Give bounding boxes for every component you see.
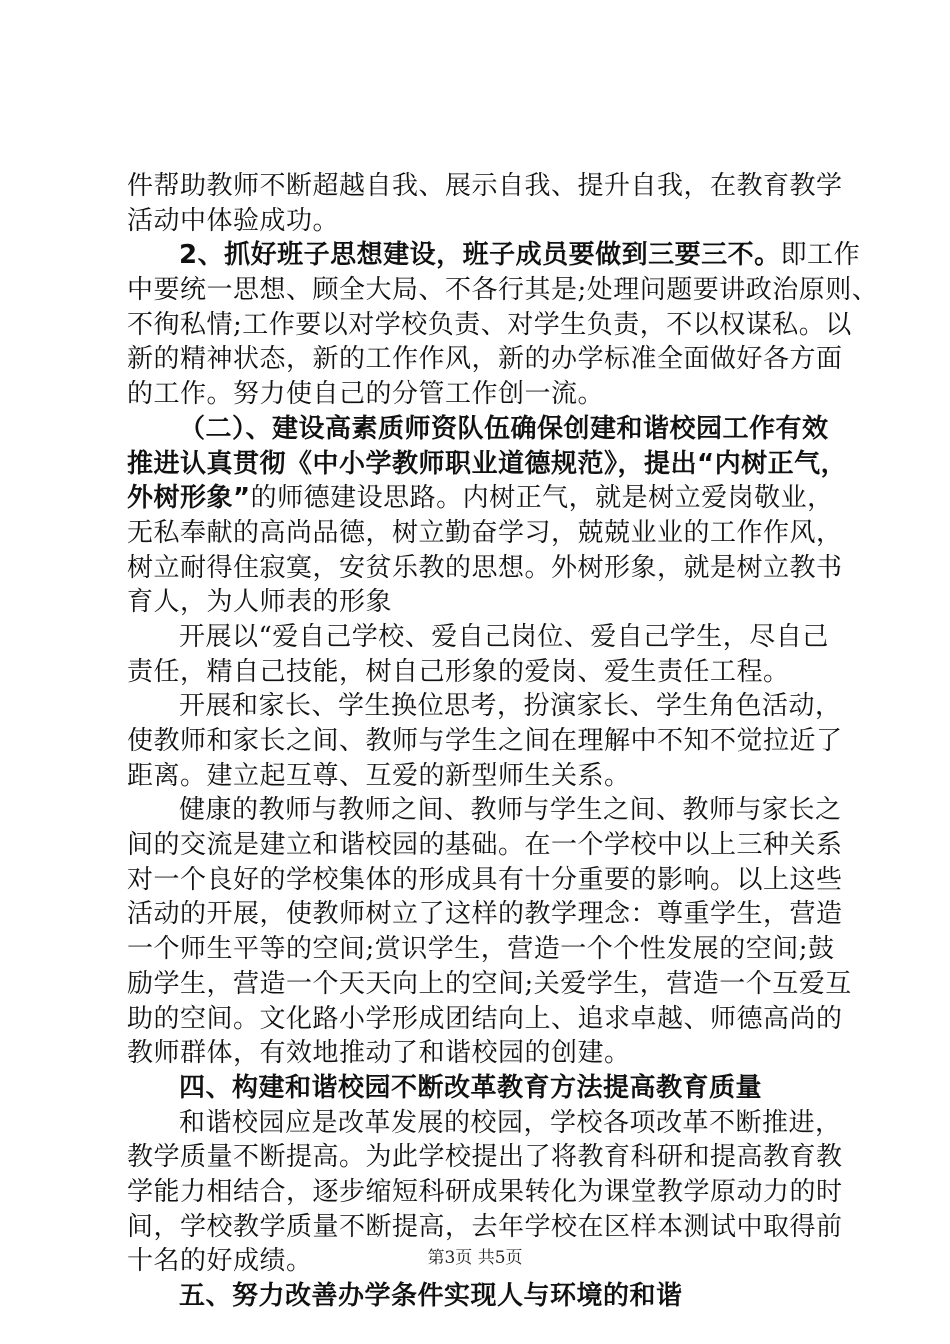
body-line: 开展以“爱自己学校、爱自己岗位、爱自己学生，尽自己 xyxy=(179,621,829,652)
body-line: 和谐校园应是改革发展的校园，学校各项改革不断推进， xyxy=(179,1107,842,1138)
body-line: 活动中体验成功。 xyxy=(127,205,340,236)
body-line: 的工作。努力使自己的分管工作创一流。 xyxy=(127,379,605,410)
section-heading: 四、构建和谐校园不断改革教育方法提高教育质量 xyxy=(179,1072,763,1103)
body-line: 中要统一思想、顾全大局、不各行其是;处理问题要讲政治原则、 xyxy=(127,275,879,306)
body-line: 不徇私情;工作要以对学校负责、对学生负责，不以权谋私。以 xyxy=(127,309,852,340)
body-line: 十名的好成绩。 xyxy=(127,1246,313,1277)
body-line: 学能力相结合，逐步缩短科研成果转化为课堂教学原动力的时 xyxy=(127,1176,843,1207)
body-text: 即工作 xyxy=(780,240,861,271)
body-line: 助的空间。文化路小学形成团结向上、追求卓越、师德高尚的 xyxy=(127,1003,843,1034)
body-text: 的师德建设思路。内树正气，就是树立爱岗敬业， xyxy=(250,483,834,514)
bold-lead: 外树形象” xyxy=(127,483,251,514)
body-line xyxy=(127,481,833,516)
bold-lead: 2、抓好班子思想建设，班子成员要做到三要三不。 xyxy=(179,240,781,271)
body-line: 距离。建立起互尊、互爱的新型师生关系。 xyxy=(127,760,631,791)
body-line: 教学质量不断提高。为此学校提出了将教育科研和提高教育教 xyxy=(127,1142,843,1173)
body-line: 对一个良好的学校集体的形成具有十分重要的影响。以上这些 xyxy=(127,864,843,895)
section-heading-cont: 推进认真贯彻《中小学教师职业道德规范》，提出“内树正气， xyxy=(127,448,848,479)
page-number-footer: 第3页 共5页 xyxy=(427,1248,523,1268)
body-line: 件帮助教师不断超越自我、展示自我、提升自我，在教育教学 xyxy=(127,171,843,201)
body-line xyxy=(127,238,861,273)
body-line: 间，学校教学质量不断提高，去年学校在区样本测试中取得前 xyxy=(127,1211,843,1242)
body-line: 一个师生平等的空间;赏识学生，营造一个个性发展的空间;鼓 xyxy=(127,934,835,965)
body-line: 使教师和家长之间、教师与学生之间在理解中不知不觉拉近了 xyxy=(127,726,843,756)
body-line: 无私奉献的高尚品德，树立勤奋学习，兢兢业业的工作作风， xyxy=(127,517,843,548)
body-line: 育人，为人师表的形象 xyxy=(127,587,393,618)
document-body xyxy=(127,169,879,1314)
body-line: 责任，精自己技能，树自己形象的爱岗、爱生责任工程。 xyxy=(127,656,790,687)
body-line: 励学生，营造一个天天向上的空间;关爱学生，营造一个互爱互 xyxy=(127,968,852,999)
section-heading: 五、努力改善办学条件实现人与环境的和谐 xyxy=(179,1281,683,1311)
body-line: 活动的开展，使教师树立了这样的教学理念：尊重学生，营造 xyxy=(127,899,843,930)
body-line: 间的交流是建立和谐校园的基础。在一个学校中以上三种关系 xyxy=(127,830,843,861)
body-line: 健康的教师与教师之间、教师与学生之间、教师与家长之 xyxy=(179,795,842,826)
body-line: 新的精神状态，新的工作作风，新的办学标准全面做好各方面 xyxy=(127,344,843,375)
body-line: 开展和家长、学生换位思考，扮演家长、学生角色活动， xyxy=(179,691,842,722)
section-heading: （二）、建设高素质师资队伍确保创建和谐校园工作有效 xyxy=(179,413,829,444)
body-line: 教师群体，有效地推动了和谐校园的创建。 xyxy=(127,1038,631,1069)
body-line: 树立耐得住寂寞，安贫乐教的思想。外树形象，就是树立教书 xyxy=(127,552,843,583)
